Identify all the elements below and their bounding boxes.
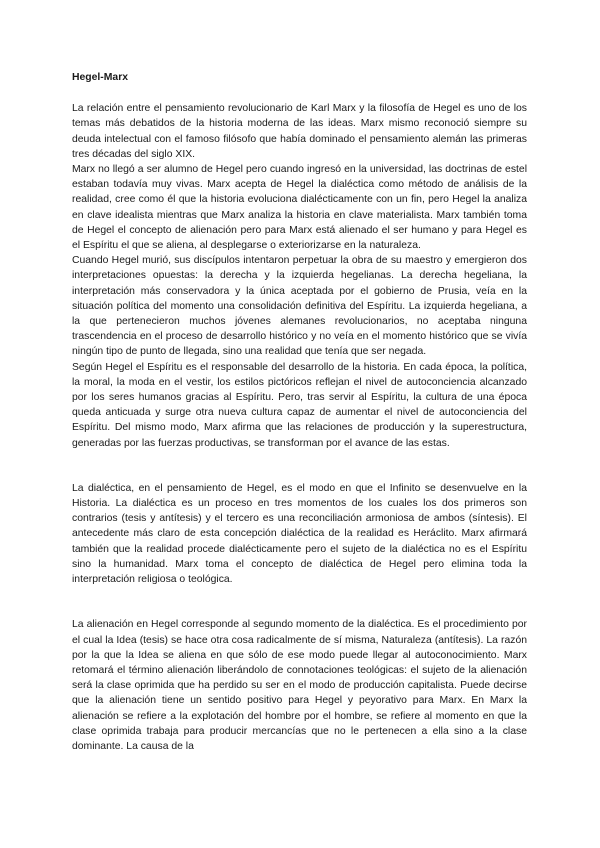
document-title: Hegel-Marx [72,72,129,83]
paragraph: Según Hegel el Espíritu es el responsable del desarrollo de la historia. En cada época, la política, la moral, la moda en el vestir, los estilos pictóricos reflejan el nivel de autoconciencia alcanzado por los seres humanos gracias al Espíritu. Pero, tras servir al Espíritu, la cultura de una época queda anticuada y surge otra nueva cultura capaz de aumentar el nivel de autoconciencia del Espíritu. Del mismo modo, Marx afirma que las relaciones de producción y la superestructura, generadas por las fuerzas productivas, se transforman por el avance de las estas. [72,361,527,449]
paragraph: Cuando Hegel murió, sus discípulos intentaron perpetuar la obra de su maestro y emergieron dos interpretaciones opuestas: la derecha y la izquierda hegelianas. La derecha hegeliana, la interpretación más conservadora y la única aceptada por el gobierno de Prusia, veía en la situación política del momento una consolidación definitiva del Espíritu. La izquierda hegeliana, a la que pertenecieron muchos jóvenes alemanes revolucionarios, no aceptaba ninguna trascendencia en el proceso de desarrollo histórico y no veía en el momento histórico que se vivía ningún tipo de punto de llegada, sino una realidad que tenía que ser negada. [72,255,527,358]
document-body [72,70,527,754]
paragraph: La dialéctica, en el pensamiento de Hegel, es el modo en que el Infinito se desenvuelve en la Historia. La dialéctica es un proceso en tres momentos de los cuales los dos primeros son contrarios (tesis y antítesis) y el tercero es una reconciliación armoniosa de ambos (síntesis). El antecedente más claro de esta concepción dialéctica de la realidad es Heráclito. Marx afirmará también que la realidad procede dialécticamente pero el sujeto de la dialéctica no es el Espíritu sino la humanidad. Marx toma el concepto de dialéctica de Hegel pero elimina toda la interpretación religiosa o teológica. [72,482,527,586]
paragraph: La alienación en Hegel corresponde al segundo momento de la dialéctica. Es el procedimiento por el cual la Idea (tesis) se hace otra cosa radicalmente de sí misma, Naturaleza (antítesis). La razón por la que la Idea se aliena en que sólo de ese modo puede llegar al autoconocimiento. Marx retomará el término alienación liberándolo de connotaciones teológicas: el sujeto de la alienación será la clase oprimida que ha perdido su ser en el modo de producción capitalista. Puede decirse que la alienación tiene un sentido positivo para Hegel y peyorativo para Marx. En Marx la alienación se refiere a la explotación del hombre por el hombre, se refiere al momento en que la clase oprimida trabaja para producir mercancías que no le pertenecen a ella sino a la clase dominante. La causa de la [72,619,527,752]
paragraph-gap [72,587,527,617]
section-dialectica [72,481,527,587]
section-alienacion [72,617,527,754]
paragraph: La relación entre el pensamiento revolucionario de Karl Marx y la filosofía de Hegel es uno de los temas más debatidos de la historia moderna de las ideas. Marx mismo reconoció siempre su deuda intelectual con el famoso filósofo que había dominado el pensamiento alemán las primeras tres décadas del siglo XIX. [72,103,527,160]
paragraph-gap [72,451,527,481]
section-intro [72,101,527,451]
paragraph: Marx no llegó a ser alumno de Hegel pero cuando ingresó en la universidad, las doctrinas de estel estaban todavía muy vivas. Marx acepta de Hegel la dialéctica como método de análisis de la realidad, cree como él que la historia evoluciona dialécticamente con un fin, pero Hegel la analiza en clave idealista mientras que Marx analiza la historia en clave materialista. Marx también toma de Hegel el concepto de alienación pero para Marx está alienado el ser humano y para Hegel es el Espíritu el que se aliena, al desplegarse o exteriorizarse en la naturaleza. [72,164,527,252]
